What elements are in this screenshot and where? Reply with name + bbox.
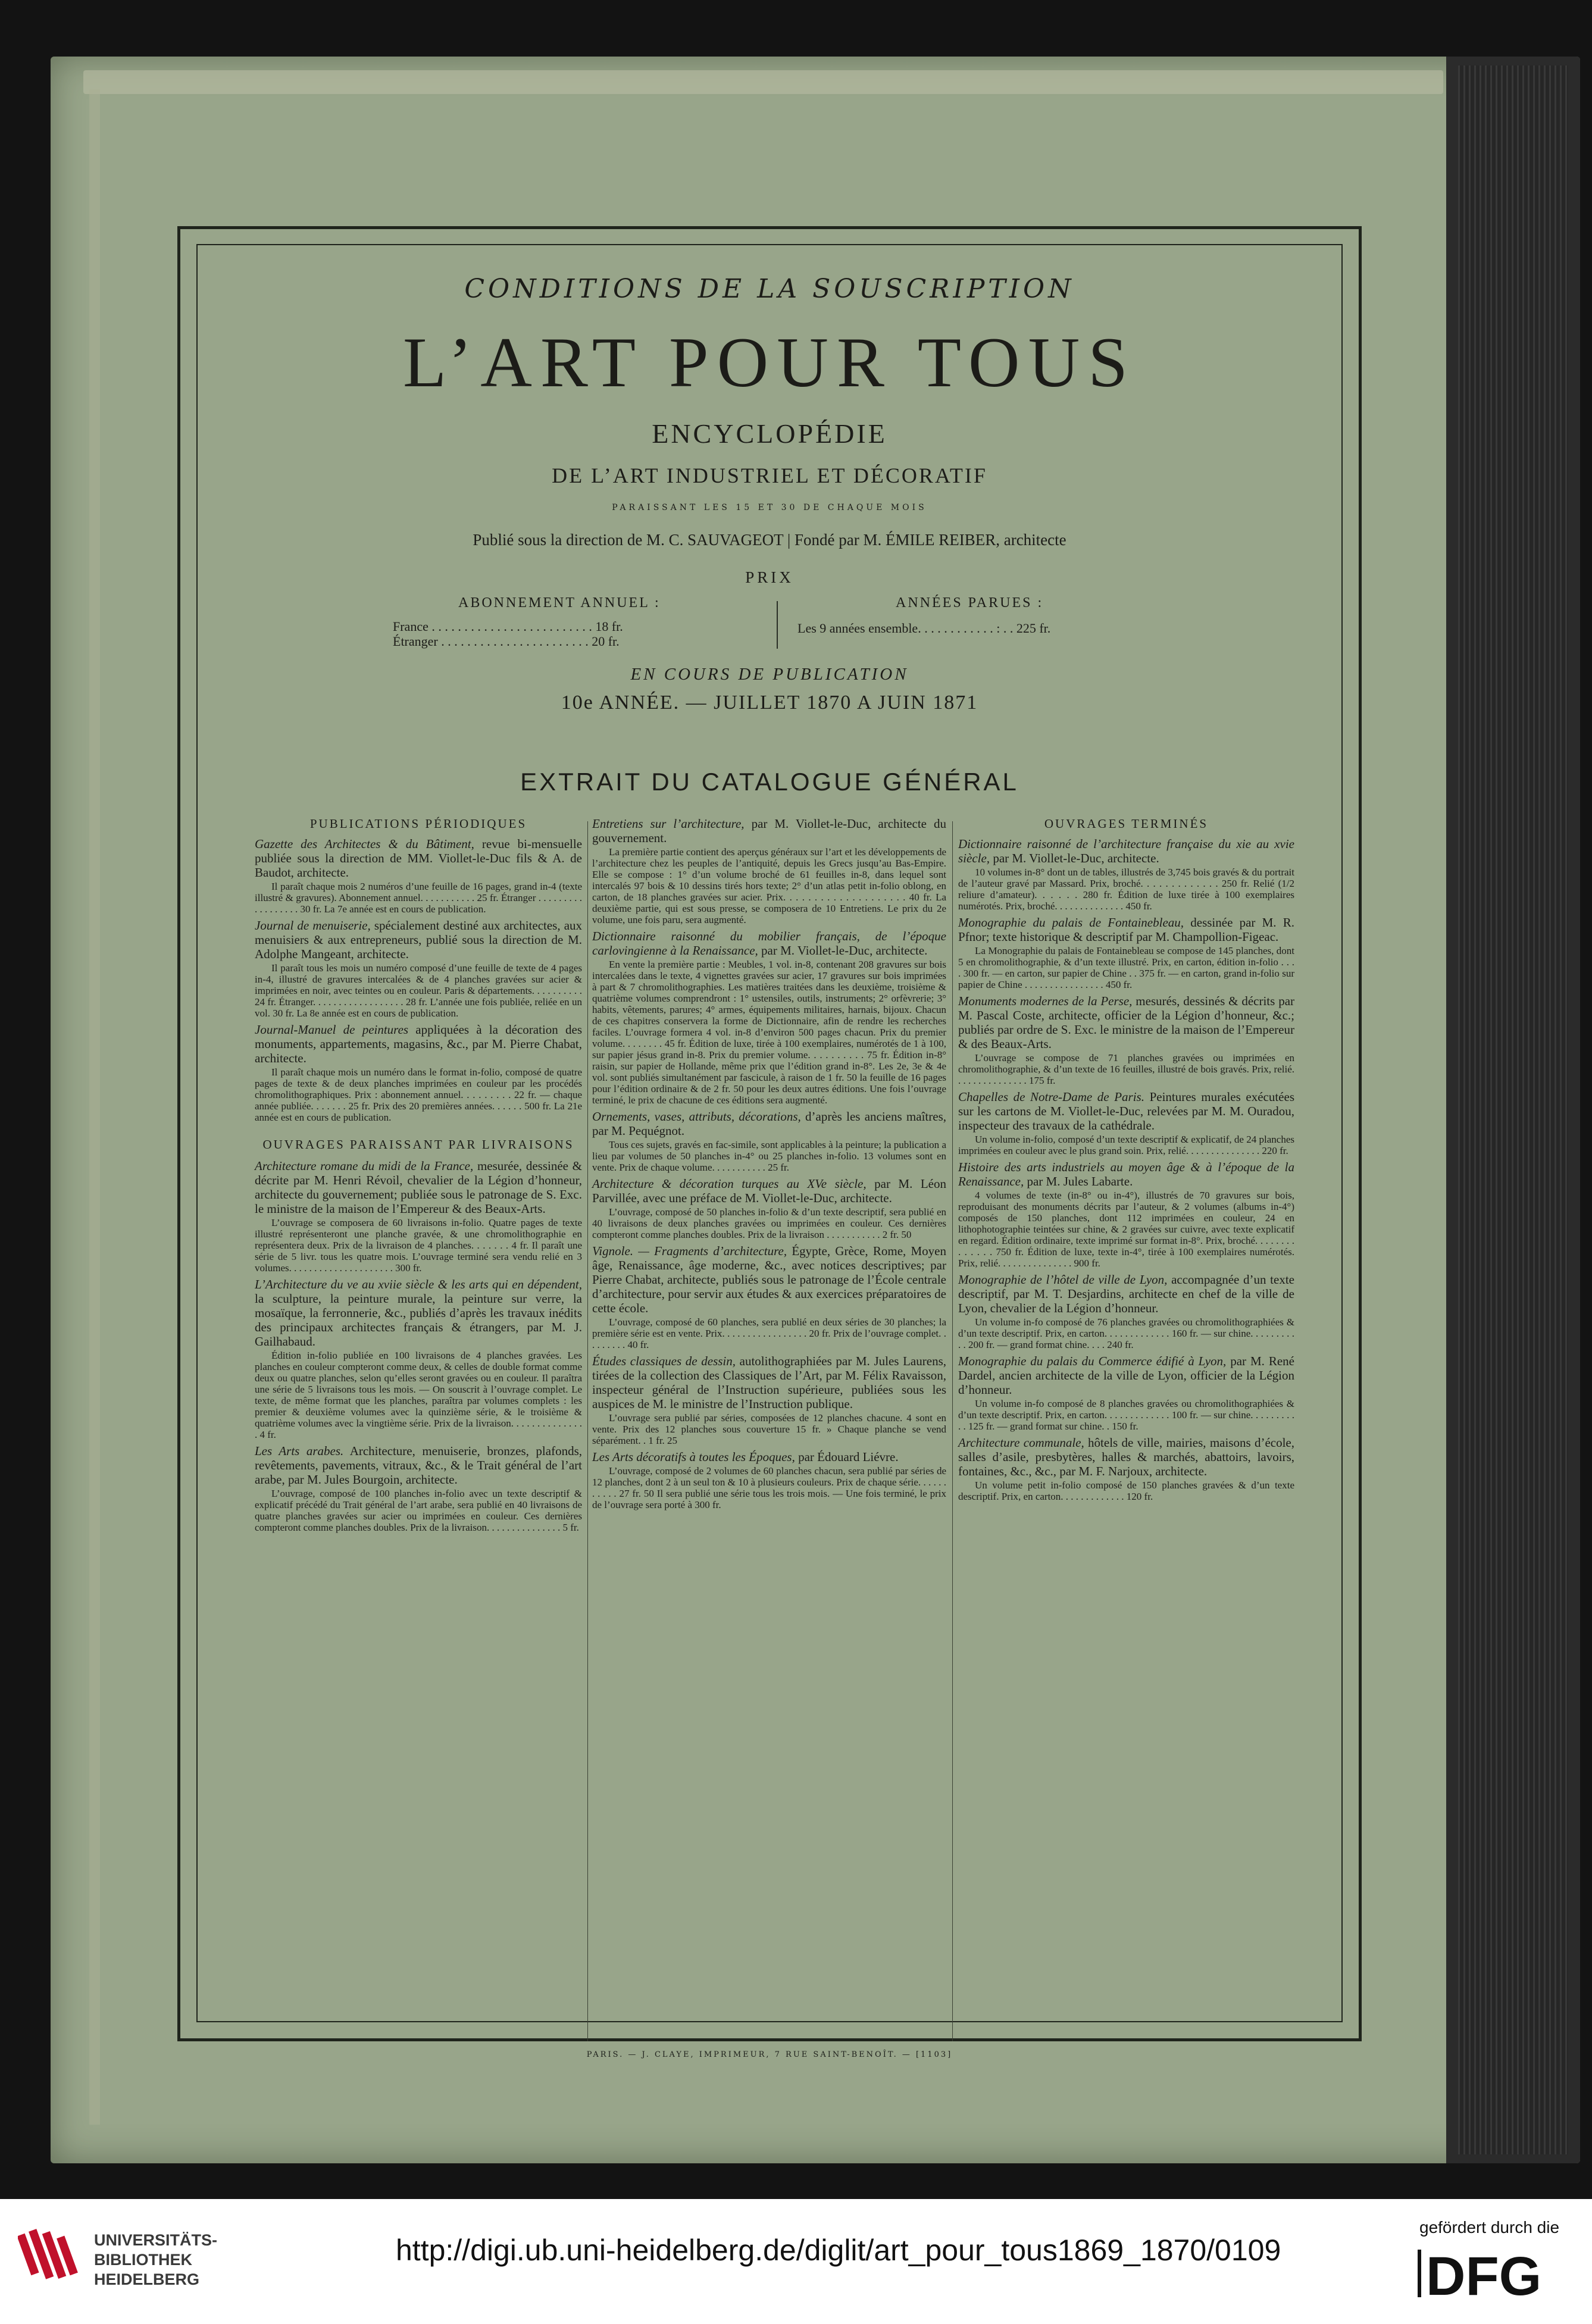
spine-texture: [1458, 65, 1568, 2154]
publication-frequency: PARAISSANT LES 15 ET 30 DE CHAQUE MOIS: [612, 503, 927, 512]
catalog-entry: [958, 1435, 1294, 1502]
catalog-entry: [592, 817, 946, 925]
catalog-entry: [958, 1354, 1294, 1432]
entry-text: la sculpture, la peinture murale, la peinture sur verre, la mosaïque, la ferronnerie, &c., publiés d’après les travaux inédits des principaux architectes français & étrangers, par M. J. Gailhabaud.: [255, 1291, 582, 1349]
entry-title: Vignole. — Fragments d’architecture,: [592, 1244, 787, 1258]
entry-title: Dictionnaire raisonné du mobilier français, de l’époque carlovingienne à la Renaissance,: [592, 929, 946, 958]
entry-title: Architecture romane du midi de la France,: [255, 1159, 474, 1173]
entry-title: Dictionnaire raisonné de l’architecture française du xie au xvie siècle,: [958, 837, 1294, 865]
entry-details: Édition in-folio publiée en 100 livraisons de 4 planches gravées. Les planches en couleur compteront comme deux, & celles de double format comme deux ou quatre planches, selon qu’elles seront gravées ou en couleur. Il paraîtra une série de 5 livraisons tous les mois. — On souscrit à l’ouvrage complet. Le texte, de même format que les planches, paraîtra par volumes complets : les premier & deuxième volumes avec la quinzième série, & le troisième & quatrième volumes avec la vingtième série. Prix de la livraison. . . . . . . . . . . . . . . 4 fr.: [255, 1350, 582, 1440]
catalog-entry: [958, 837, 1294, 912]
entry-title: L’Architecture du ve au xviie siècle & les arts qui en dépendent,: [255, 1277, 582, 1291]
column-heading: PUBLICATIONS PÉRIODIQUES: [309, 817, 527, 831]
abonnement-heading: ABONNEMENT ANNUEL :: [458, 595, 661, 611]
price-divider: [777, 601, 778, 649]
entry-details: La première partie contient des aperçus généraux sur l’art et les développements de l’architecture chez les peuples de l’antiquité, depuis les Grecs jusqu’au Bas-Empire. Elle se compose : 1° d’un volume broché de 61 feuilles in-8, dans lequel sont intercalés 97 bois & 10 dessins tirés hors texte; 2° d’un atlas petit in-folio oblong, en carton, de 18 planches gravées sur acier. Prix. . . . . . . . . . . . . . . . . . . . 40 fr. La deuxième partie, qui est sous presse, se composera de 10 Entretiens. Le prix du 2e volume, une fois paru, sera augmenté.: [592, 846, 946, 925]
en-cours-heading: EN COURS DE PUBLICATION: [630, 665, 909, 684]
encyclopedie-heading: ENCYCLOPÉDIE: [652, 418, 887, 449]
entry-title: Histoire des arts industriels au moyen âge & à l’époque de la Renaissance,: [958, 1160, 1294, 1188]
entry-title: Monographie du palais de Fontainebleau,: [958, 915, 1184, 930]
entry-text: par M. Viollet-le-Duc, architecte.: [993, 851, 1159, 865]
entry-title: Monographie de l’hôtel de ville de Lyon,: [958, 1272, 1168, 1287]
entry-text: par M. Viollet-le-Duc, architecte.: [761, 943, 928, 958]
catalog-entry: [592, 1354, 946, 1446]
entry-title: Entretiens sur l’architecture,: [592, 817, 745, 831]
main-title: L’ART POUR TOUS: [403, 323, 1136, 402]
annee-line: 10e ANNÉE. — JUILLET 1870 A JUIN 1871: [561, 692, 978, 714]
catalog-entry: [592, 1109, 946, 1173]
entry-title: Études classiques de dessin,: [592, 1354, 736, 1368]
entry-details: L’ouvrage, composé de 60 planches, sera publié en deux séries de 30 planches; la première série est en vente. Prix. . . . . . . . . . . . . . . . . 20 fr. Prix de l’ouvrage complet. . . . . . . . . 40 fr.: [592, 1316, 946, 1350]
entry-title: Les Arts décoratifs à toutes les Époques,: [592, 1450, 795, 1464]
entry-text: par M. Léon Parvillée, avec une préface de M. Viollet-le-Duc, architecte.: [592, 1177, 947, 1205]
catalog-entry: [255, 837, 582, 915]
catalog-entry: [592, 929, 946, 1106]
entry-title: Journal de menuiserie,: [255, 918, 371, 933]
entry-text: mesurée, dessinée & décrite par M. Henri Révoil, chevalier de la Légion d’honneur, architecte du gouvernement; publiée sous le patronage de S. Exc. le ministre de la maison de l’Empereur & des Beaux-Arts.: [255, 1159, 582, 1216]
price-france: France . . . . . . . . . . . . . . . . . . . . . . . . . 18 fr.: [393, 619, 623, 634]
catalog-entry: [592, 1450, 946, 1510]
entry-details: La Monographie du palais de Fontainebleau se compose de 145 planches, dont 5 en chromolithographie, & d’un texte illustré. Prix, en carton, édition in-folio . . . . 300 fr. — en carton, sur papier de Chine . . 375 fr. — en carton, grand in-folio sur papier de Chine . . . . . . . . . . . . . . . . 450 fr.: [958, 945, 1294, 990]
entry-details: 10 volumes in-8° dont un de tables, illustrés de 3,745 bois gravés & du portrait de l’auteur gravé par Massard. Prix, broché. . . . . . . . . . . . . 250 fr. Relié (1/2 reliure d’amateur). . . . . . 280 fr. Édition de luxe tirée à 100 exemplaires numérotés. Prix, broché. . . . . . . . . . . . . . 450 fr.: [958, 867, 1294, 912]
conditions-heading: CONDITIONS DE LA SOUSCRIPTION: [464, 274, 1075, 304]
entry-details: Un volume in-folio, composé d’un texte descriptif & explicatif, de 24 planches imprimées en couleur avec le plus grand soin. Prix, relié. . . . . . . . . . . . . . . 220 fr.: [958, 1134, 1294, 1156]
entry-title: Chapelles de Notre-Dame de Paris.: [958, 1090, 1144, 1104]
page-edge-left: [89, 89, 100, 2125]
entry-details: Il paraît chaque mois un numéro dans le format in-folio, composé de quatre pages de texte & de deux planches imprimées en couleur par les procédés chromolithographiques. Prix : abonnement annuel. . . . . . . . . 22 fr. — chaque année publiée. . . . . . . 25 fr. Prix des 20 premières années. . . . . . 500 fr. La 21e année est en cours de publication.: [255, 1066, 582, 1123]
entry-details: L’ouvrage, composé de 2 volumes de 60 planches chacun, sera publié par séries de 12 planches, dont 2 à un seul ton & 10 à plusieurs couleurs. Prix de chaque série. . . . . . . . . . . 27 fr. 50 Il sera publié une série tous les trois mois. — Une fois terminé, le prix de l’ouvrage sera porté à 300 fr.: [592, 1465, 946, 1510]
column-heading: OUVRAGES TERMINÉS: [1044, 817, 1209, 831]
entry-text: appliquées à la décoration des monuments, appartements, magasins, &c., par M. Pierre Chabat, architecte.: [255, 1022, 582, 1065]
entry-details: L’ouvrage sera publié par séries, composées de 12 planches chacune. 4 sont en vente. Prix des 12 planches sous couverture 15 fr. » Chaque planche se vend séparément. . 1 fr. 25: [592, 1412, 946, 1446]
dfg-logo[interactable]: [1418, 2245, 1569, 2301]
entry-text: mesurés, dessinés & décrits par M. Pascal Coste, architecte, officier de la Légion d’honneur, &c.; publiés par ordre de S. Exc. le ministre de la maison de l’Empereur & des Beaux-Arts.: [958, 994, 1295, 1051]
entry-text: Égypte, Grèce, Rome, Moyen âge, Renaissance, âge moderne, &c., avec notices descriptives; par Pierre Chabat, architecte, publiés sous le patronage de l’École centrale d’architecture, pour servir aux études & aux exercices préparatoires de cette école.: [592, 1244, 947, 1315]
entry-details: En vente la première partie : Meubles, 1 vol. in-8, contenant 208 gravures sur bois intercalées dans le texte, 4 vignettes gravées sur acier, 17 gravures sur bois imprimées à part & 7 chromolithographies. Les matières traitées dans les deuxième, troisième & quatrième volumes comprendront : 1° ustensiles, outils, instruments; 2° orfèvrerie; 3° habits, vêtements, parures; 4° armes, équipements militaires, harnais, bijoux. Chacun de ces chapitres conservera la forme de Dictionnaire, afin de rendre les recherches faciles. L’ouvrage formera 4 vol. in-8 d’environ 500 pages chacun. Prix du premier volume. . . . . . . . 45 fr. Édition de luxe, tirée à 100 exemplaires, numérotés de 1 à 100, sur papier jésus grand in-8. Prix du premier volume. . . . . . . . . . 75 fr. Édition in-8° raisin, sur papier de Hollande, même prix que l’édition grand in-8°. Les 2e, 3e & 4e vol. sont publiés simultanément par fascicule, à raison de 1 fr. 50 la feuille de 16 pages pour l’édition ordinaire & de 2 fr. 50 pour les deux autres éditions. Une fois l’ouvrage terminé, le prix de chacune de ces éditions sera augmenté.: [592, 959, 946, 1106]
column-rule-1: [587, 821, 588, 2041]
entry-title: Architecture communale,: [958, 1435, 1084, 1450]
entry-text: dessinée par M. R. Pfnor; texte historique & descriptif par M. Champollion-Figeac.: [958, 915, 1294, 944]
catalog-entry: [592, 1177, 946, 1240]
price-annees: Les 9 années ensemble. . . . . . . . . . . . : . . 225 fr.: [797, 621, 1051, 636]
entry-title: Architecture & décoration turques au XVe siècle,: [592, 1177, 867, 1191]
entry-details: Un volume petit in-folio composé de 150 planches gravées & d’un texte descriptif. Prix, en carton. . . . . . . . . . . . . 120 fr.: [958, 1480, 1294, 1502]
entry-title: Gazette des Architectes & du Bâtiment,: [255, 837, 474, 851]
entry-details: L’ouvrage se compose de 71 planches gravées ou imprimées en chromolithographie, & d’un texte de 16 feuilles, illustré de bois gravés. Prix, relié. . . . . . . . . . . . . . . 175 fr.: [958, 1052, 1294, 1086]
entry-title: Journal-Manuel de peintures: [255, 1022, 409, 1037]
entry-title: Monographie du palais du Commerce édifié à Lyon,: [958, 1354, 1227, 1368]
university-logo-icon[interactable]: [18, 2223, 83, 2288]
catalog-entry: [958, 1160, 1294, 1269]
catalog-entry: [958, 1090, 1294, 1156]
entry-details: Un volume in-fo composé de 8 planches gravées ou chromolithographiées & d’un texte descriptif. Prix, en carton. . . . . . . . . . . . . 100 fr. — sur chine. . . . . . . . . . . 125 fr. — grand format sur chine. . 150 fr.: [958, 1398, 1294, 1432]
entry-text: par Édouard Liévre.: [798, 1450, 899, 1464]
catalog-entry: [255, 1159, 582, 1274]
column-rule-2: [952, 821, 953, 2041]
entry-text: par M. Jules Labarte.: [1027, 1174, 1133, 1188]
entry-title: Ornements, vases, attributs, décorations,: [592, 1109, 801, 1124]
entry-title: Les Arts arabes.: [255, 1444, 344, 1458]
entry-text: par M. René Dardel, ancien architecte de la ville de Lyon, officier de la Légion d’honneur.: [958, 1354, 1295, 1397]
catalog-entry: [958, 1272, 1294, 1350]
subtitle: DE L’ART INDUSTRIEL ET DÉCORATIF: [552, 464, 987, 487]
dfg-logo-text: DFG: [1426, 2246, 1542, 2301]
entry-text: Architecture, menuiserie, bronzes, plafonds, revêtements, pavements, vitraux, &c., & le Trait général de l’art arabe, par M. Jules Bourgoin, architecte.: [255, 1444, 583, 1487]
price-etranger: Étranger . . . . . . . . . . . . . . . . . . . . . . . 20 fr.: [393, 634, 620, 649]
entry-text: par M. Viollet-le-Duc, architecte du gouvernement.: [592, 817, 946, 845]
catalog-entry: [255, 918, 582, 1019]
entry-details: Un volume in-fo composé de 76 planches gravées ou chromolithographiées & d’un texte descriptif. Prix, en carton. . . . . . . . . . . . . 160 fr. — sur chine. . . . . . . . . . . 200 fr. — grand format chine. . . . 240 fr.: [958, 1316, 1294, 1350]
extrait-heading: EXTRAIT DU CATALOGUE GÉNÉRAL: [520, 768, 1019, 796]
entry-text: revue bi-mensuelle publiée sous la direction de MM. Viollet-le-Duc fils & A. de Baudot, architecte.: [255, 837, 583, 880]
catalog-entry: [958, 915, 1294, 990]
entry-text: autolithographiées par M. Jules Laurens, tirées de la collection des Classiques de l’Art, par M. Félix Ravaisson, inspecteur général de l’Instruction supérieure, publiées sous les auspices de M. le ministre de l’Instruction publique.: [592, 1354, 946, 1411]
printer-imprint: PARIS. — J. CLAYE, IMPRIMEUR, 7 RUE SAINT-BENOÎT. — [1103]: [586, 2050, 953, 2059]
entry-text: spécialement destiné aux architectes, aux menuisiers & aux entrepreneurs, publié sous la direction de M. Adolphe Mangeant, architecte.: [255, 918, 583, 961]
university-name[interactable]: UNIVERSITÄTS- BIBLIOTHEK HEIDELBERG: [94, 2231, 218, 2288]
entry-details: Il paraît tous les mois un numéro composé d’une feuille de texte de 4 pages in-4, illustré de gravures intercalées & de 4 planches gravées sur acier & imprimées en noir, avec teintes ou en couleur. Paris & départements. . . . . . . . . . 24 fr. Étranger. . . . . . . . . . . . . . . . . . 28 fr. L’année une fois publiée, reliée en un vol. 30 fr. La 8e année est en cours de publication.: [255, 962, 582, 1019]
prix-heading: PRIX: [745, 568, 794, 586]
entry-details: L’ouvrage, composé de 50 planches in-folio & d’un texte descriptif, sera publié en 40 livraisons de deux planches gravées ou imprimées en couleur. Ces dernières compteront comme planches doubles. Prix de la livraison . . . . . . . . . . . 2 fr. 50: [592, 1206, 946, 1240]
entry-details: 4 volumes de texte (in-8° ou in-4°), illustrés de 70 gravures sur bois, reproduisant des monuments décrits par l’auteur, & 2 volumes (albums in-4°) composés de 150 planches, dont 112 imprimées en couleur, 24 en lithophotographie teintées sur chine, & 2 gravées sur cuivre, avec texte explicatif en regard. Édition ordinaire, texte imprimé sur format in-8°. Prix, broché. . . . . . . . . . . . . . 750 fr. Édition de luxe, texte in-4°, tirée à 100 exemplaires numérotés. Prix, relié. . . . . . . . . . . . . . . 900 fr.: [958, 1190, 1294, 1269]
catalog-column-2: [592, 817, 946, 1514]
catalog-entry: [255, 1444, 582, 1533]
catalog-column-1: [255, 817, 582, 1537]
annees-heading: ANNÉES PARUES :: [896, 595, 1044, 611]
funding-label: gefördert durch die: [1419, 2218, 1560, 2237]
catalog-entry: [255, 1022, 582, 1123]
entry-text: d’après les anciens maîtres, par M. Pequégnot.: [592, 1109, 946, 1138]
entry-title: Monuments modernes de la Perse,: [958, 994, 1133, 1008]
column-heading: OUVRAGES PARAISSANT PAR LIVRAISONS: [262, 1137, 574, 1152]
entry-details: Il paraît chaque mois 2 numéros d’une feuille de 16 pages, grand in-4 (texte illustré & gravures). Abonnement annuel. . . . . . . . . . . 25 fr. Étranger . . . . . . . . . . . . . . . . . . 30 fr. La 7e année est en cours de publication.: [255, 881, 582, 915]
direction-line: Publié sous la direction de M. C. SAUVAGEOT | Fondé par M. ÉMILE REIBER, architecte: [473, 531, 1066, 549]
permalink-url[interactable]: http://digi.ub.uni-heidelberg.de/diglit/art_pour_tous1869_1870/0109: [396, 2234, 1281, 2267]
catalog-entry: [958, 994, 1294, 1086]
entry-details: Tous ces sujets, gravés en fac-simile, sont applicables à la peinture; la publication a lieu par volumes de 50 planches in-4° ou 25 planches in-folio. 13 volumes sont en vente. Prix de chaque volume. . . . . . . . . . . 25 fr.: [592, 1139, 946, 1173]
catalog-entry: [255, 1277, 582, 1440]
entry-details: L’ouvrage, composé de 100 planches in-folio avec un texte descriptif & explicatif précédé du Trait général de l’art arabe, sera publié en 40 livraisons de quatre planches gravées sur acier ou imprimées en couleur. Ces dernières compteront comme planches doubles. Prix de la livraison. . . . . . . . . . . . . . . 5 fr.: [255, 1488, 582, 1533]
entry-text: accompagnée d’un texte descriptif, par M. T. Desjardins, architecte en chef de la ville de Lyon, chevalier de la Légion d’honneur.: [958, 1272, 1294, 1315]
entry-details: L’ouvrage se composera de 60 livraisons in-folio. Quatre pages de texte illustré représenteront une planche gravée, & une chromolithographie en représentera deux. Prix de la livraison de 4 planches. . . . . . . 4 fr. Il paraît une série de 5 livr. tous les quatre mois. L’ouvrage terminé sera vendu relié en 3 volumes. . . . . . . . . . . . . . . . . . . . . 300 fr.: [255, 1217, 582, 1274]
catalog-column-3: [958, 817, 1294, 1506]
entry-text: Peintures murales exécutées sur les cartons de M. Viollet-le-Duc, relevées par M. M. Ouradou, inspecteur des travaux de la cathédrale.: [958, 1090, 1294, 1133]
catalog-entry: [592, 1244, 946, 1350]
entry-text: hôtels de ville, mairies, maisons d’école, salles d’asile, presbytères, halles & marchés, abattoirs, lavoirs, fontaines, &c., &c., par M. F. Narjoux, architecte.: [958, 1435, 1294, 1478]
page-edge: [83, 70, 1443, 94]
